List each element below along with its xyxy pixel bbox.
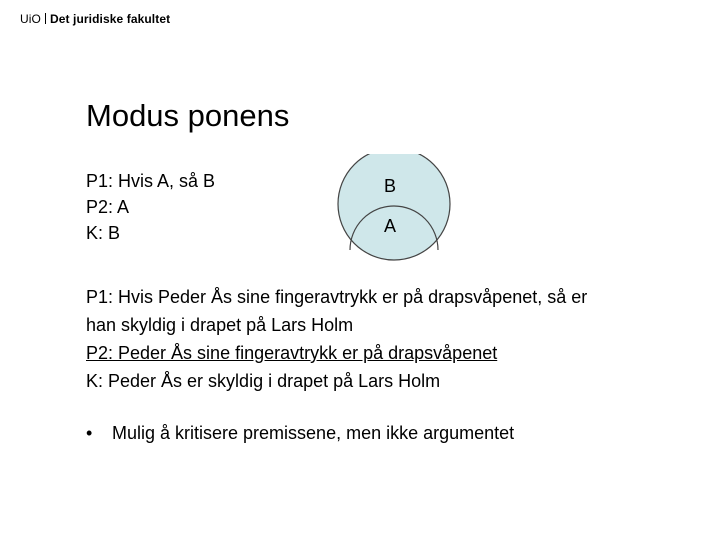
- example-line-1: P1: Hvis Peder Ås sine fingeravtrykk er på drapsvåpenet, så er: [86, 287, 588, 307]
- venn-inner-label: A: [383, 216, 397, 236]
- premise-1: P1: Hvis A, så B: [86, 171, 216, 191]
- venn-outer-circle: [338, 154, 450, 260]
- example-line-3: P2: Peder Ås sine fingeravtrykk er på drapsvåpenet: [86, 343, 498, 363]
- conclusion: K: B: [86, 223, 121, 243]
- venn-diagram: [336, 154, 456, 264]
- bullet-text: Mulig å kritisere premissene, men ikke argumentet: [112, 423, 515, 443]
- uio-logo: UiO: [20, 12, 41, 26]
- header-divider: [45, 13, 46, 24]
- example-line-4: K: Peder Ås er skyldig i drapet på Lars Holm: [86, 371, 441, 391]
- example-argument: [86, 283, 666, 395]
- faculty-name: Det juridiske fakultet: [49, 12, 171, 26]
- slide-title: Modus ponens: [86, 98, 290, 133]
- example-line-2: han skyldig i drapet på Lars Holm: [86, 315, 354, 335]
- university-header: [20, 12, 170, 26]
- venn-outer-label: B: [383, 176, 397, 196]
- bullet-list: [86, 419, 514, 447]
- bullet-dot: •: [86, 423, 93, 443]
- premise-2: P2: A: [86, 197, 130, 217]
- premises-list: [86, 168, 215, 246]
